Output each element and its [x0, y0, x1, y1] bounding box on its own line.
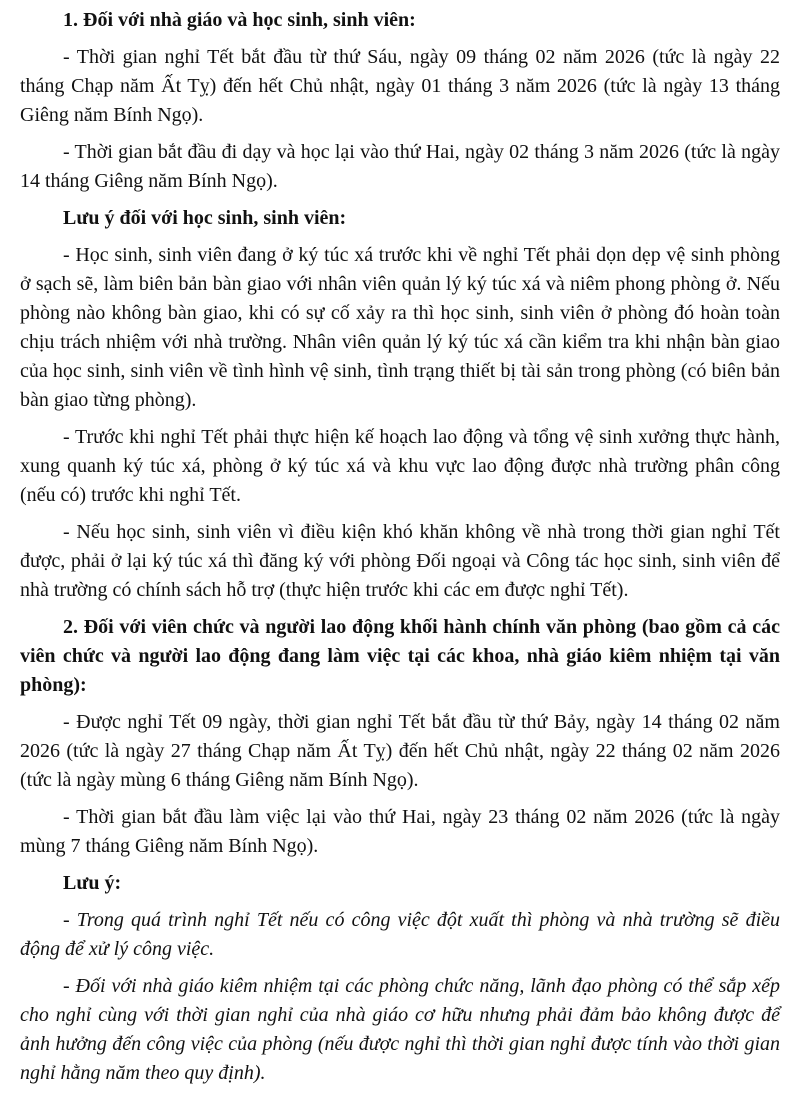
staff-note-heading: Lưu ý: [63, 872, 122, 894]
student-note-heading: Lưu ý đối với học sinh, sinh viên: [63, 207, 347, 229]
section-1-paragraph-return-date: - Thời gian bắt đầu đi dạy và học lại vào thứ Hai, ngày 02 tháng 3 năm 2026 (tức là ngày 14 tháng Giêng năm Bính Ngọ). [20, 141, 780, 192]
section-1-heading: 1. Đối với nhà giáo và học sinh, sinh viên: [63, 9, 416, 31]
student-note-stay-registration: - Nếu học sinh, sinh viên vì điều kiện khó khăn không về nhà trong thời gian nghỉ Tết được, phải ở lại ký túc xá thì đăng ký với phòng Đối ngoại và Công tác học sinh, sinh viên để nhà trường có chính sách hỗ trợ (thực hiện trước khi các em được nghỉ Tết). [20, 521, 780, 601]
section-2-heading: 2. Đối với viên chức và người lao động khối hành chính văn phòng (bao gồm cả các viên chức và người lao động đang làm việc tại các khoa, nhà giáo kiêm nhiệm tại văn phòng): [20, 616, 780, 696]
staff-note-concurrent-teachers: - Đối với nhà giáo kiêm nhiệm tại các phòng chức năng, lãnh đạo phòng có thể sắp xếp cho nghỉ cùng với thời gian nghỉ của nhà giáo cơ hữu nhưng phải đảm bảo không được để ảnh hưởng đến công việc của phòng (nếu được nghỉ thì thời gian nghỉ được tính vào thời gian nghỉ hằng năm theo quy định). [20, 975, 780, 1084]
section-1-paragraph-holiday-period: - Thời gian nghỉ Tết bắt đầu từ thứ Sáu, ngày 09 tháng 02 năm 2026 (tức là ngày 22 tháng Chạp năm Ất Tỵ) đến hết Chủ nhật, ngày 01 tháng 3 năm 2026 (tức là ngày 13 tháng Giêng năm Bính Ngọ). [20, 46, 780, 126]
section-2-paragraph-holiday-period: - Được nghỉ Tết 09 ngày, thời gian nghỉ Tết bắt đầu từ thứ Bảy, ngày 14 tháng 02 năm 2026 (tức là ngày 27 tháng Chạp năm Ất Tỵ) đến hết Chủ nhật, ngày 22 tháng 02 năm 2026 (tức là ngày mùng 6 tháng Giêng năm Bính Ngọ). [20, 711, 780, 791]
staff-note-urgent-work: - Trong quá trình nghỉ Tết nếu có công việc đột xuất thì phòng và nhà trường sẽ điều động để xử lý công việc. [20, 909, 780, 960]
section-2-paragraph-return-date: - Thời gian bắt đầu làm việc lại vào thứ Hai, ngày 23 tháng 02 năm 2026 (tức là ngày mùng 7 tháng Giêng năm Bính Ngọ). [20, 806, 780, 857]
student-note-labor-plan: - Trước khi nghỉ Tết phải thực hiện kế hoạch lao động và tổng vệ sinh xưởng thực hành, xung quanh ký túc xá, phòng ở ký túc xá và khu vực lao động được nhà trường phân công (nếu có) trước khi nghỉ Tết. [20, 426, 780, 506]
student-note-dormitory-cleanup: - Học sinh, sinh viên đang ở ký túc xá trước khi về nghỉ Tết phải dọn dẹp vệ sinh phòng ở sạch sẽ, làm biên bản bàn giao với nhân viên quản lý ký túc xá và niêm phong phòng ở. Nếu phòng nào không bàn giao, khi có sự cố xảy ra thì học sinh, sinh viên ở phòng đó hoàn toàn chịu trách nhiệm với nhà trường. Nhân viên quản lý ký túc xá cần kiểm tra khi nhận bàn giao của học sinh, sinh viên về tình hình vệ sinh, tình trạng thiết bị tài sản trong phòng (có biên bản bàn giao từng phòng). [20, 244, 780, 411]
